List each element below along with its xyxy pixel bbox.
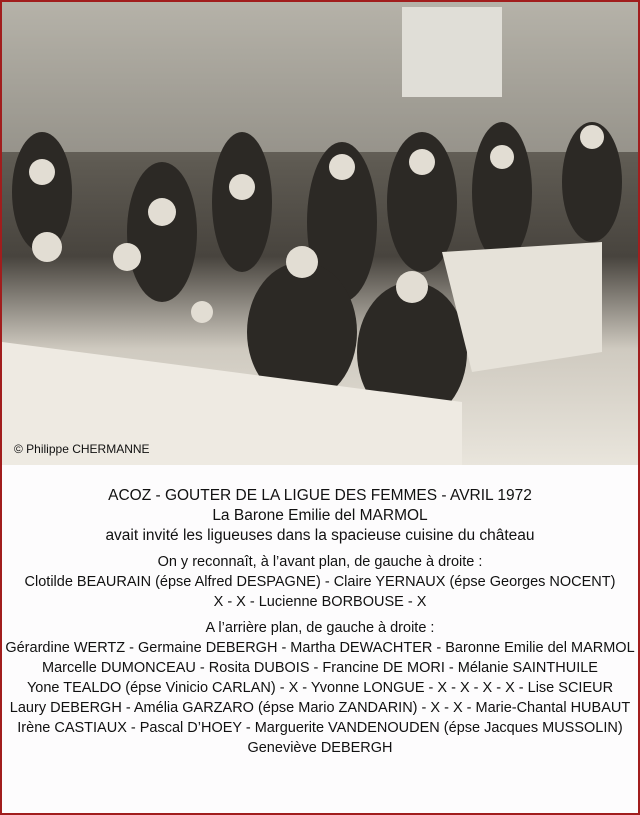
caption-line: La Barone Emilie del MARMOL — [212, 507, 428, 524]
caption-line: avait invité les ligueuses dans la spacieuse cuisine du château — [105, 527, 535, 544]
back-names: Marcelle DUMONCEAU - Rosita DUBOIS - Francine DE MORI - Mélanie SAINTHUILE — [42, 660, 598, 676]
caption — [2, 486, 638, 758]
front-heading: On y reconnaît, à l’avant plan, de gauche à droite : — [157, 554, 483, 570]
back-heading: A l’arrière plan, de gauche à droite : — [205, 620, 435, 636]
group-photo — [2, 2, 638, 465]
front-names: X - X - Lucienne BORBOUSE - X — [213, 594, 427, 610]
back-names: Irène CASTIAUX - Pascal D’HOEY - Marguerite VANDENOUDEN (épse Jacques MUSSOLIN) — [17, 720, 623, 736]
caption-title: ACOZ - GOUTER DE LA LIGUE DES FEMMES - AVRIL 1972 — [108, 487, 532, 504]
front-names: Clotilde BEAURAIN (épse Alfred DESPAGNE) - Claire YERNAUX (épse Georges NOCENT) — [24, 574, 616, 590]
back-names: Gérardine WERTZ - Germaine DEBERGH - Martha DEWACHTER - Baronne Emilie del MARMOL — [5, 640, 635, 656]
back-names: Yone TEALDO (épse Vinicio CARLAN) - X - Yvonne LONGUE - X - X - X - X - Lise SCIEUR — [26, 680, 614, 696]
copyright-text: © Philippe CHERMANNE — [14, 442, 150, 456]
back-names: Laury DEBERGH - Amélia GARZARO (épse Mario ZANDARIN) - X - X - Marie-Chantal HUBAUT — [9, 700, 631, 716]
photo-illustration — [2, 2, 638, 465]
back-names: Geneviève DEBERGH — [247, 740, 393, 756]
